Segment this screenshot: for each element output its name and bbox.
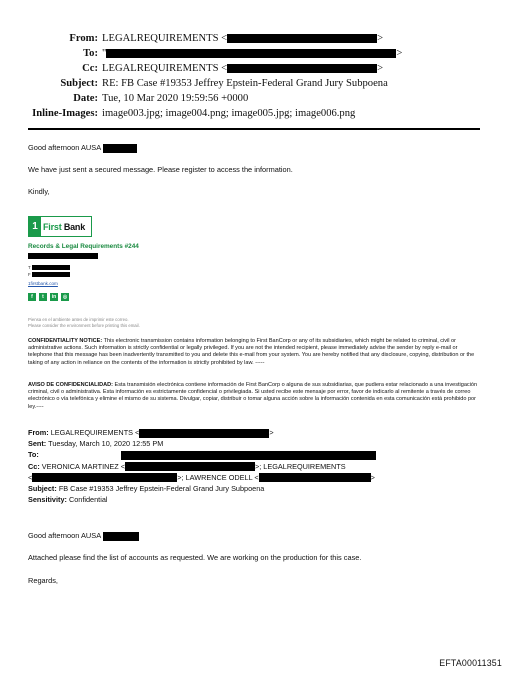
department-title: Records & Legal Requirements #244	[28, 243, 139, 250]
redaction-bar	[106, 49, 396, 58]
redaction-bar	[139, 429, 269, 438]
fwd-cc-row: Cc: VERONICA MARTINEZ < >; LEGALREQUIREMENTS	[28, 461, 346, 471]
confidentiality-notice: CONFIDENTIALITY NOTICE: This electronic transmission contains information belonging to First BanCorp or any of its subsidiaries, which might be related to criminal, civil or administrative actions. Such information is strictly confidential or legally privileged. If you are not the intended recipient, please immediately advise the sender by reply e-mail or telephone that this message has been inadvertently transmitted to you and delete this e-mail from your system. You are hereby notified that any disclosure, copying, distribution or the taking of any action in reliance on the contents of the information is strictly prohibited by law. -----	[28, 338, 475, 366]
subject-value: RE: FB Case #19353 Jeffrey Epstein-Federal Grand Jury Subpoena	[102, 78, 388, 89]
linkedin-icon[interactable]: in	[51, 294, 57, 300]
original-greeting: Good afternoon AUSA	[28, 531, 139, 541]
reply-message: We have just sent a secured message. Please register to access the information.	[28, 165, 293, 174]
close-bracket: >	[377, 63, 384, 74]
inline-images-label: Inline-Images:	[32, 108, 98, 119]
cc-label: Cc:	[82, 63, 98, 74]
fwd-sent-row: Sent: Tuesday, March 10, 2020 12:55 PM	[28, 439, 164, 449]
fwd-sensitivity-row: Sensitivity: Confidential	[28, 495, 108, 505]
cc-value: LEGALREQUIREMENTS <	[102, 63, 228, 74]
close-bracket: >	[396, 48, 403, 59]
redaction-bar	[32, 473, 177, 482]
header-subject-row	[0, 76, 512, 91]
facebook-icon[interactable]: f	[28, 293, 36, 301]
redaction-bar	[259, 473, 371, 482]
redaction-bar	[103, 532, 139, 541]
logo-bank: Bank	[63, 221, 86, 232]
header-cc-row	[0, 61, 512, 76]
to-label: To:	[83, 48, 98, 59]
social-links	[28, 293, 69, 301]
to-value: "	[102, 48, 107, 59]
date-label: Date:	[73, 93, 98, 104]
original-message: Attached please find the list of accounts as requested. We are working on the production for this case.	[28, 553, 362, 562]
logo-digit: 1	[29, 217, 41, 236]
from-label: From:	[69, 33, 98, 44]
redaction-bar	[103, 144, 137, 153]
inline-images-value: image003.jpg; image004.png; image005.jpg; image006.png	[102, 108, 356, 119]
redaction-bar	[227, 64, 377, 73]
environment-note-es: Piensa en el ambiente antes de imprimir este correo.	[28, 317, 129, 322]
reply-signoff: Kindly,	[28, 187, 50, 196]
email-header	[0, 31, 512, 121]
header-to-row	[0, 46, 512, 61]
reply-greeting: Good afternoon AUSA	[28, 143, 137, 153]
original-signoff: Regards,	[28, 576, 58, 585]
from-value: LEGALREQUIREMENTS <	[102, 33, 228, 44]
header-date-row	[0, 91, 512, 106]
fwd-to-row: To:	[28, 449, 376, 460]
fwd-subject-row: Subject: FB Case #19353 Jeffrey Epstein-Federal Grand Jury Subpoena	[28, 484, 265, 494]
redaction-bar	[32, 272, 70, 277]
close-bracket: >	[377, 33, 384, 44]
redaction-bar	[121, 451, 376, 460]
twitter-icon[interactable]: t	[39, 293, 47, 301]
header-divider	[28, 128, 480, 130]
forwarded-header	[28, 427, 376, 505]
redaction-bar	[28, 253, 98, 259]
website-link[interactable]: 1firstbank.com	[28, 281, 58, 286]
phone-line: T	[28, 265, 70, 270]
aviso-confidencialidad: AVISO DE CONFIDENCIALIDAD: Esta transmisión electrónica contiene información de First BanCorp o alguna de sus subsidiarias, que pudiera estar relacionado a una investigación criminal, civil o administrativa. Esta información es estrictamente confidencial o privilegiada. Si usted recibe este mensaje por error, favor de indicarlo al remitente a través de correo electrónico o vía telefónica y elimine el mismo de su sistema. Divulgar, copiar, distribuir o tomar alguna acción sobre la información contenida en esta comunicación está prohibido por ley.----	[28, 382, 478, 410]
date-value: Tue, 10 Mar 2020 19:59:56 +0000	[102, 93, 249, 104]
fwd-from-row: From: LEGALREQUIREMENTS < >	[28, 428, 274, 437]
logo-first: First	[43, 221, 62, 232]
redaction-bar	[32, 265, 70, 270]
redaction-bar	[227, 34, 377, 43]
header-from-row	[0, 31, 512, 46]
subject-label: Subject:	[60, 78, 98, 89]
fax-line: F	[28, 272, 70, 277]
redaction-bar	[125, 462, 255, 471]
header-images-row	[0, 106, 512, 121]
document-id: EFTA00011351	[439, 658, 502, 668]
fwd-cc-row-2: < >; LAWRENCE ODELL < >	[28, 472, 375, 482]
instagram-icon[interactable]: ◎	[62, 294, 68, 300]
environment-note-en: Please consider the environment before printing this email.	[28, 323, 140, 328]
first-bank-logo	[28, 216, 92, 237]
